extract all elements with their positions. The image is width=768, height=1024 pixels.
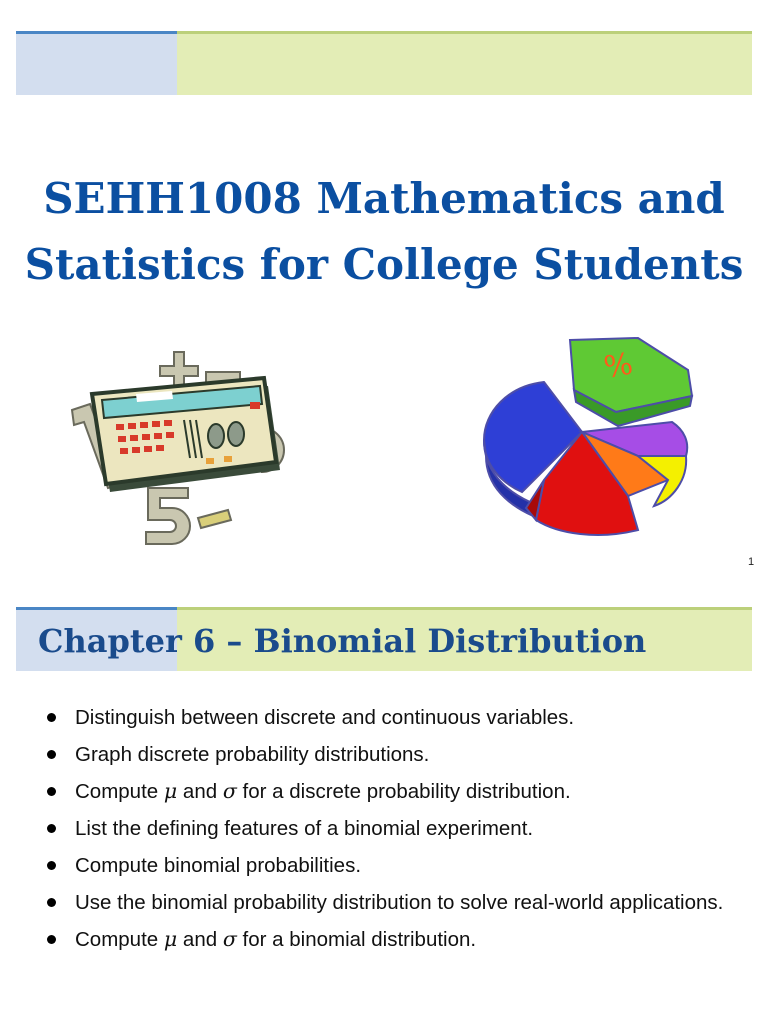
header-band-left — [16, 31, 177, 95]
objectives-list — [40, 702, 740, 961]
list-item — [40, 887, 740, 918]
pie-chart-clipart — [478, 330, 698, 545]
bullet-text-post: for a binomial distribution. — [236, 928, 477, 951]
list-item — [40, 813, 740, 844]
bullet-text: Distinguish between discrete and continuous variables. — [75, 706, 575, 729]
sigma-symbol: σ — [222, 927, 237, 951]
calculator-clipart — [66, 340, 302, 550]
bullet-text: Compute binomial probabilities. — [75, 854, 362, 877]
bullet-text: List the defining features of a binomial experiment. — [75, 817, 534, 840]
header-band-right — [177, 31, 752, 95]
bullet-text-mid: and — [177, 780, 223, 803]
bullet-text: Use the binomial probability distribution to solve real-world applications. — [75, 891, 724, 914]
bullet-text: Graph discrete probability distributions. — [75, 743, 430, 766]
bullet-text-post: for a discrete probability distribution. — [236, 780, 571, 803]
calculator-body-icon — [92, 378, 280, 492]
course-title-line1: SEHH1008 Mathematics and — [43, 174, 725, 223]
list-item — [40, 850, 740, 881]
mu-symbol: μ — [163, 927, 178, 951]
list-item — [40, 924, 740, 955]
header-band-top — [16, 31, 752, 95]
list-item — [40, 702, 740, 733]
slide-number: 1 — [748, 556, 755, 568]
sigma-symbol: σ — [222, 779, 237, 803]
percent-symbol-icon: % — [601, 346, 636, 386]
list-item — [40, 776, 740, 807]
bullet-text-pre: Compute — [75, 928, 164, 951]
bullet-text-pre: Compute — [75, 780, 164, 803]
pie-slices-icon — [484, 338, 692, 535]
course-title — [0, 166, 768, 298]
chapter-title: Chapter 6 – Binomial Distribution — [38, 622, 647, 660]
bullet-text-mid: and — [177, 928, 223, 951]
list-item — [40, 739, 740, 770]
mu-symbol: μ — [163, 779, 178, 803]
course-title-line2: Statistics for College Students — [24, 240, 744, 289]
